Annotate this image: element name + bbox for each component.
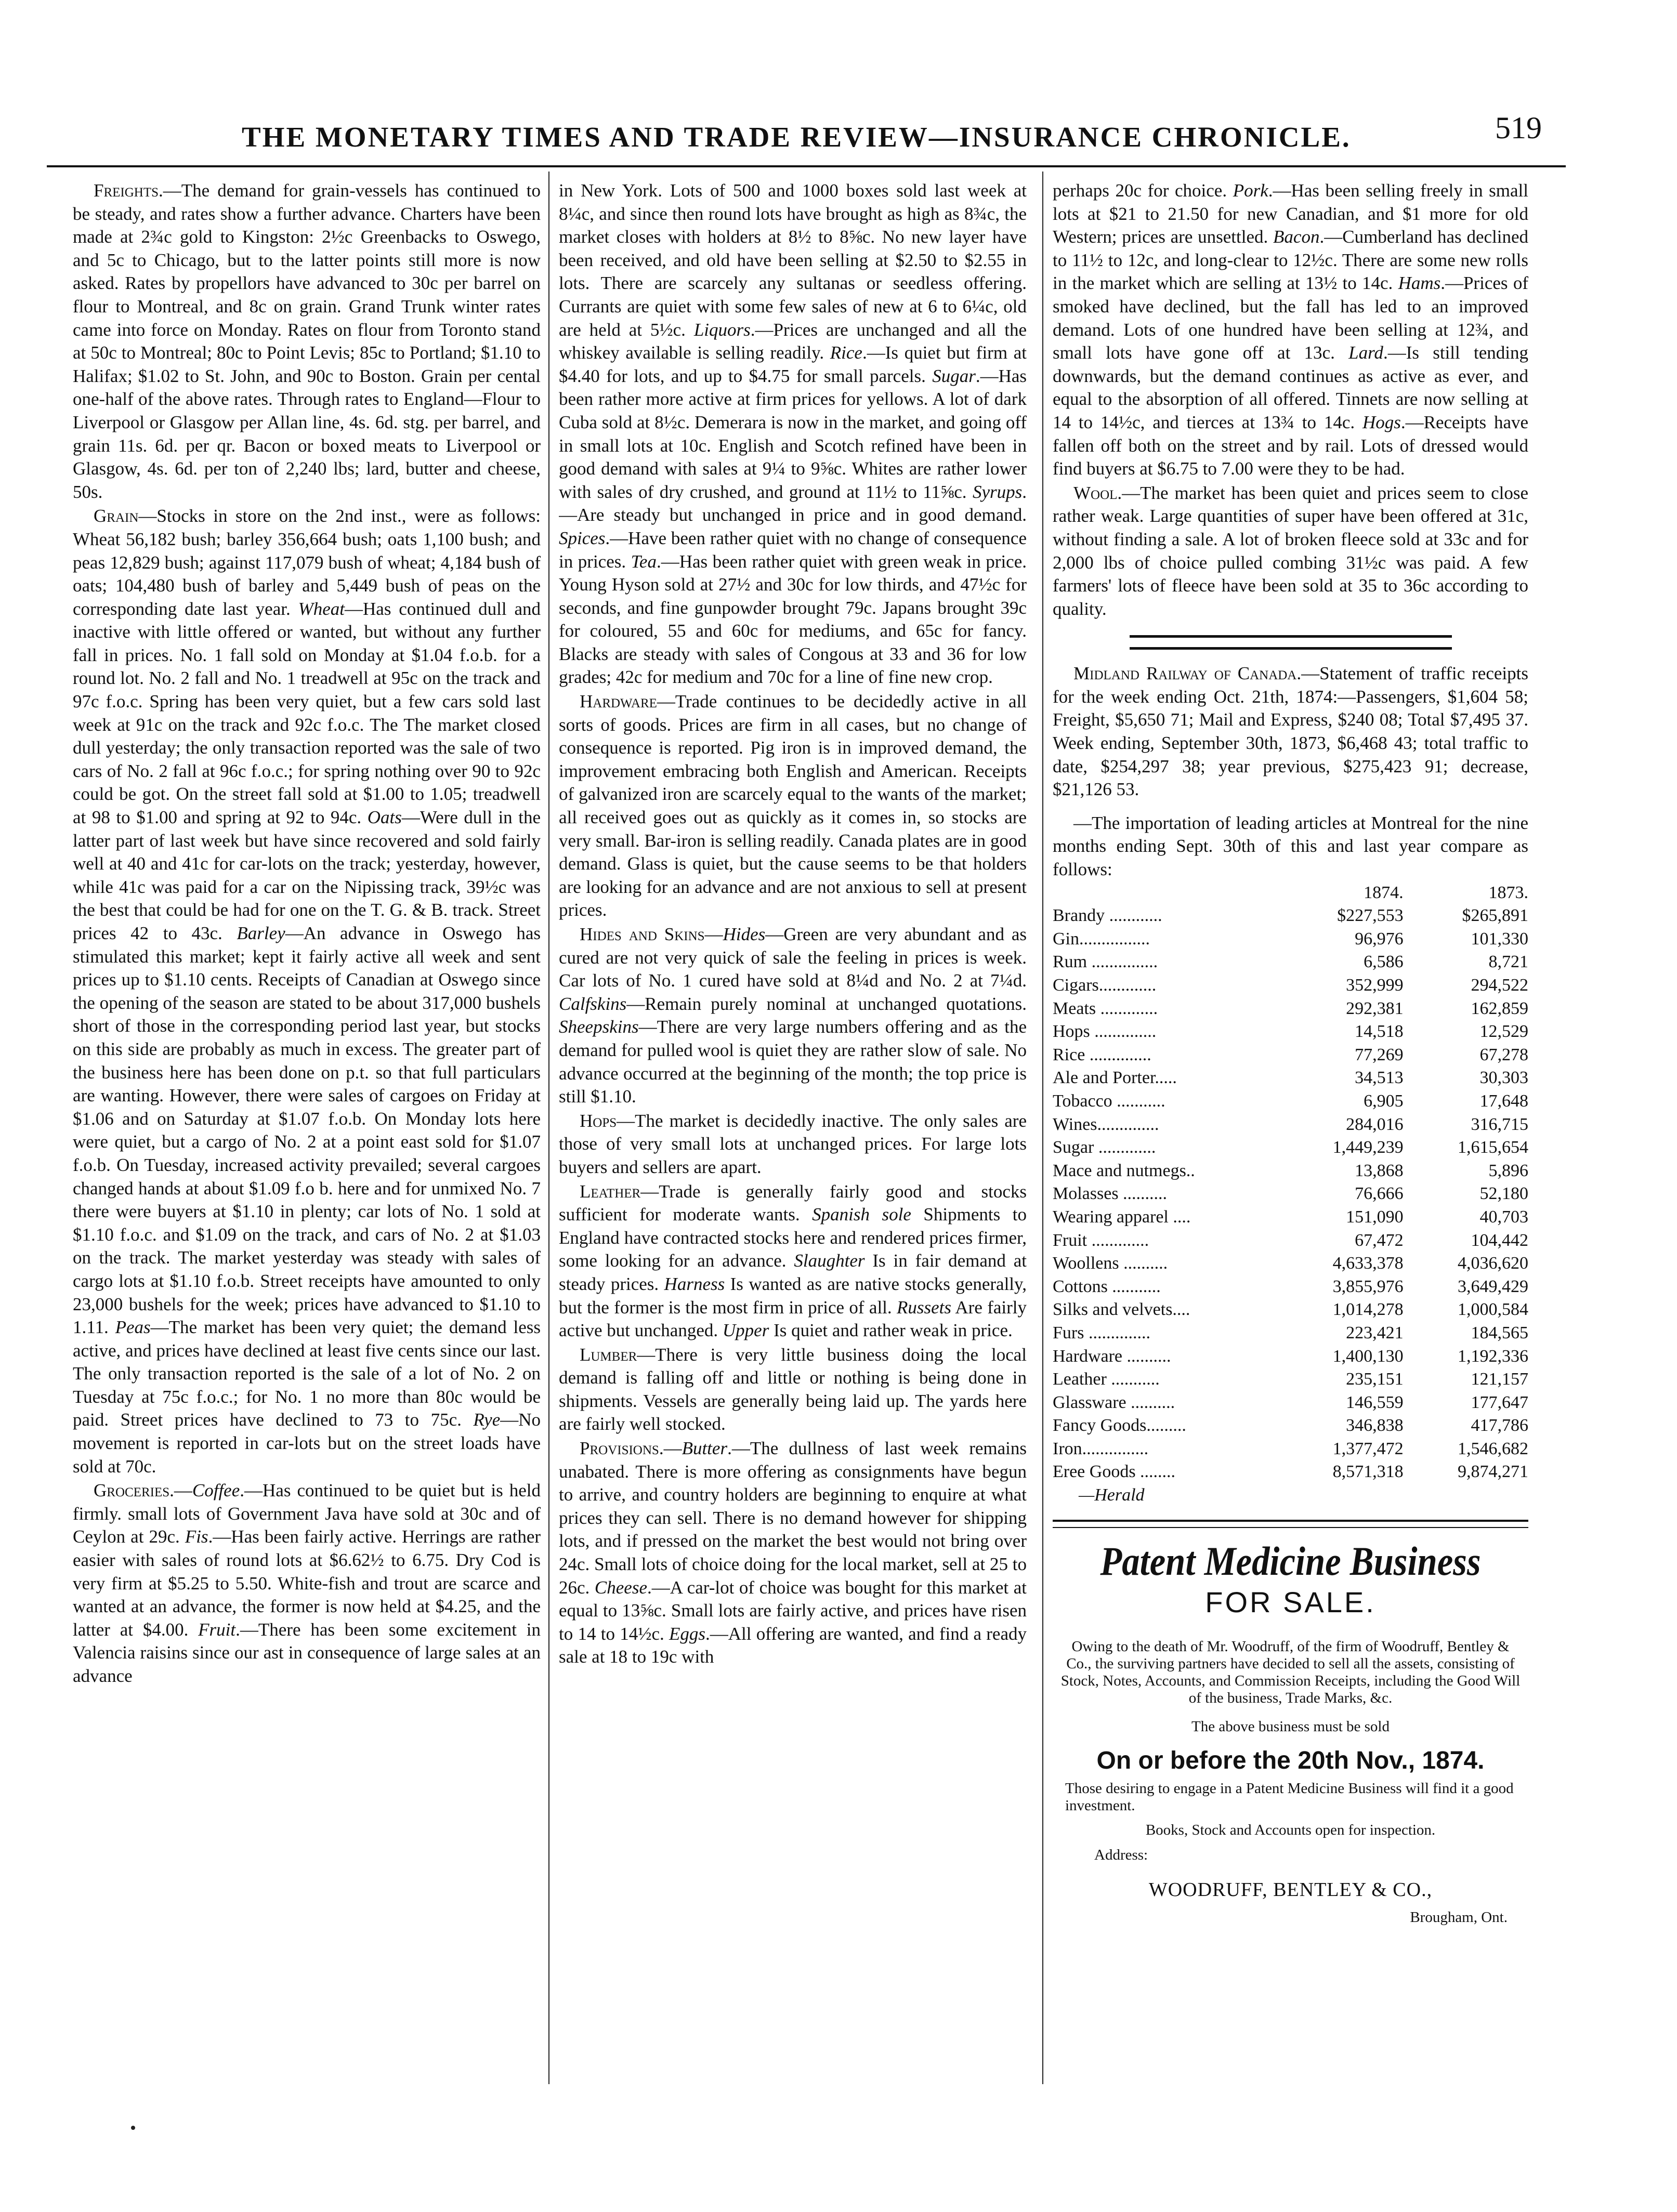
- table-row: [1053, 928, 1528, 951]
- subheading: Calfskins: [559, 993, 627, 1014]
- wool-paragraph: [1053, 482, 1528, 621]
- ad-title: Patent Medicine Business: [1100, 1538, 1481, 1584]
- section-heading: Grain: [94, 506, 139, 526]
- hops-paragraph: [559, 1110, 1027, 1179]
- import-value-1873: 316,715: [1471, 1114, 1528, 1134]
- table-row: [1053, 1113, 1528, 1137]
- imports-table: [1053, 881, 1528, 1484]
- import-item: Hops ..............: [1053, 1022, 1157, 1042]
- ink-mark: [131, 2126, 135, 2130]
- import-item: Glassware ..........: [1053, 1392, 1175, 1412]
- import-value-1874: 146,559: [1346, 1392, 1404, 1412]
- table-row: [1053, 1460, 1528, 1484]
- import-item: Meats .............: [1053, 998, 1158, 1018]
- paragraph-text: .—The market has been quiet and prices seem to close rather weak. Large quantities of super have been offered at 31c, without finding a sale. A lot of broken fleece sold at 33c and for 2,000 lbs of choice pulled combing 31½c was paid. A few farmers' lots of fleece have been sold at 35 to 36c according to quality.: [1053, 482, 1528, 619]
- import-value-1873: 8,721: [1488, 952, 1528, 972]
- column-3: [1053, 179, 1528, 2082]
- import-value-1874: 76,666: [1355, 1184, 1404, 1204]
- paragraph-text: .—Has been rather more active at firm prices for yellows. A lot of dark Cuba sold at 8½c. Demerara is now in the market, and going off in small lots at 10c. English and Scotch refined have been in good demand with sales at 9¼ to 9⅝c. Whites are rather lower with sales of dry crushed, and ground at 11½ to 11⅝c.: [559, 365, 1027, 502]
- midland-paragraph: [1053, 662, 1528, 801]
- subheading: Fruit: [198, 1619, 236, 1640]
- page-number: 519: [1495, 111, 1542, 145]
- import-value-1874: 96,976: [1355, 929, 1404, 949]
- ad-body: Owing to the death of Mr. Woodruff, of the firm of Woodruff, Bentley & Co., the surviving partners have decided to sell all the assets, consisting of Stock, Notes, Accounts, and Commission Receipts, including the Good Will of the business, Trade Marks, &c.: [1060, 1638, 1521, 1706]
- table-row: [1053, 904, 1528, 928]
- import-item: Fruit .............: [1053, 1230, 1149, 1250]
- import-item: Wearing apparel ....: [1053, 1207, 1191, 1227]
- column-header: 1874.: [1364, 883, 1404, 902]
- import-item: Rum ...............: [1053, 952, 1158, 972]
- import-value-1874: 1,377,472: [1332, 1439, 1404, 1458]
- subheading: Slaughter: [794, 1250, 865, 1271]
- import-value-1873: 17,648: [1479, 1091, 1528, 1111]
- subheading: Hides: [723, 924, 766, 944]
- import-value-1873: 294,522: [1471, 976, 1528, 995]
- import-item: Silks and velvets....: [1053, 1300, 1190, 1320]
- import-item: Cottons ...........: [1053, 1276, 1161, 1296]
- section-heading: Lumber: [580, 1344, 637, 1365]
- paragraph-text: perhaps 20c for choice.: [1053, 180, 1227, 201]
- paragraph-text: .—Has been rather quiet with green weak in price. Young Hyson sold at 27½ and 30c for low thirds, and 47½c for seconds, and fine gunpowder brought 79c. Japans brought 39c for coloured, 55 and 60c for mediums, and 65c for fancy. Blacks are steady with sales of Congous at 33 and 36 for low grades; 42c for medium and 70c for a line of fine new crop.: [559, 551, 1027, 688]
- paragraph-text: .—A car-lot of choice was bought for this market at equal to 13⅝c. Small lots are fairly active, and prices have risen to 14 to 14½c.: [559, 1577, 1027, 1644]
- import-value-1873: 101,330: [1471, 929, 1528, 949]
- subheading: Spices: [559, 528, 606, 548]
- import-value-1873: 104,442: [1471, 1230, 1528, 1250]
- hardware-paragraph: [559, 690, 1027, 922]
- table-row: [1053, 1391, 1528, 1415]
- import-value-1873: 30,303: [1479, 1068, 1528, 1088]
- subheading: Syrups: [972, 481, 1023, 502]
- import-value-1873: 9,874,271: [1458, 1462, 1528, 1482]
- ad-desire: Those desiring to engage in a Patent Medicine Business will find it a good investment.: [1065, 1780, 1514, 1814]
- table-row: [1053, 1229, 1528, 1253]
- paragraph-text: .—The dullness of last week remains unabated. There is more offering as consignments have begun to arrive, and country holders are beginning to enquire at what prices they can sell. There is no demand however for shipping lots, and if pressed on the market the best would not bring over 24c. Small lots of choice doing for the local market, sell at 25 to 26c.: [559, 1438, 1027, 1598]
- paragraph-text: —Green are very abundant and as cured are not very quick of sale the feeling in prices is week. Car lots of No. 1 cured have sold at 8¼d and No. 2 at 7¼d.: [559, 924, 1027, 991]
- subheading: Spanish sole: [812, 1204, 911, 1225]
- section-separator: [1130, 635, 1452, 650]
- section-heading: Wool: [1073, 482, 1118, 503]
- subheading: Peas: [115, 1317, 151, 1338]
- import-value-1873: 177,647: [1471, 1392, 1528, 1412]
- import-value-1874: 8,571,318: [1332, 1462, 1404, 1482]
- import-value-1873: 40,703: [1479, 1207, 1528, 1227]
- ad-address-label: Address:: [1094, 1847, 1148, 1864]
- table-row: [1053, 1182, 1528, 1206]
- section-heading: Hops: [580, 1110, 617, 1131]
- subheading: Hogs: [1362, 412, 1401, 432]
- paragraph-text: —There is very little business doing the local demand is falling off and little or nothing is being done in shipments. Vessels are generally being laid up. The yards here are fairly well stocked.: [559, 1344, 1027, 1434]
- table-row: [1053, 1345, 1528, 1368]
- column-2: [559, 179, 1027, 2082]
- import-value-1873: 3,649,429: [1458, 1276, 1528, 1296]
- table-row: [1053, 974, 1528, 997]
- paragraph-text: Is quiet and rather weak in price.: [769, 1320, 1013, 1341]
- section-heading: Leather: [580, 1181, 641, 1202]
- import-item: Hardware ..........: [1053, 1346, 1171, 1366]
- subheading: Oats: [367, 807, 402, 828]
- paragraph-text: .—Is quiet but firm at $4.40 for lots, and up to $4.75 for small parcels.: [559, 343, 1027, 386]
- groceries-paragraph: Groceries.—Coffee.—Has continued to be quiet but is held firmly. small lots of Government Java have sold at 30c and of Ceylon at 29c. Fis.—Has been fairly active. Herrings are rather easier with sales of round lots at $6.62½ to 6.75. Dry Cod is very firm at $5.25 to 5.50. White-fish and trout are scarce and wanted at an advance, the former is now held at $4.25, and the latter at $4.00. Fruit.—There has been some excitement in Valencia raisins since our ast in consequence of large sales at an advance: [73, 1480, 541, 1686]
- import-value-1874: 6,586: [1364, 952, 1404, 972]
- paragraph-text: —An advance in Oswego has stimulated this market; kept it fairly active all week and sent prices up to $1.10 cents. Receipts of Canadian at Oswego since the opening of the season are stated to be about 317,000 bushels short of those in the corresponding period last year, but stocks on this side are probably as much in excess. The greater part of the business here has been done on p.t. so that full particulars are wanting. However, there were sales of cargoes on Friday at $1.06 and on Saturday at $1.07 f.o.b. On Monday lots here were quiet, but a cargo of No. 2 at a point east sold for $1.07 f.o.b. On Tuesday, increased activity prevailed; several cargoes changed hands at about $1.09 f.o b. here and for unmixed No. 7 there were buyers at $1.10 in plenty; car lots of No. 1 sold at $1.10 f.o.c. and $1.09 on the track, and cars of No. 2 at $1.03 on the track. The market yesterday was steady with sales of cargo lots at $1.10 f.o.b. Street receipts have amounted to only 23,000 bushels for the week; prices have advanced to $1.10 to 1.11.: [73, 923, 541, 1338]
- table-row: [1053, 1322, 1528, 1345]
- import-item: Mace and nutmegs..: [1053, 1161, 1195, 1180]
- subheading: Upper: [722, 1320, 769, 1341]
- table-row: [1053, 1136, 1528, 1160]
- page-title: THE MONETARY TIMES AND TRADE REVIEW—INSURANCE CHRONICLE.: [242, 121, 1351, 153]
- table-row: [1053, 1206, 1528, 1229]
- import-value-1873: 67,278: [1479, 1045, 1528, 1064]
- subheading: Harness: [664, 1273, 725, 1294]
- table-row: [1053, 1066, 1528, 1090]
- import-value-1873: 162,859: [1471, 998, 1528, 1018]
- paragraph-text: .—Has been selling freely in small lots at $21 to 21.50 for new Canadian, and $1 more for old Western; prices are unsettled.: [1053, 180, 1528, 247]
- paragraph-text: Are fairly active but unchanged.: [559, 1297, 1027, 1341]
- section-heading: Freights: [94, 180, 159, 201]
- import-item: Molasses ..........: [1053, 1184, 1168, 1204]
- import-value-1874: 151,090: [1346, 1207, 1404, 1227]
- import-value-1874: 1,449,239: [1332, 1138, 1404, 1157]
- lumber-paragraph: [559, 1344, 1027, 1436]
- imports-intro: —The importation of leading articles at Montreal for the nine months ending Sept. 30th of this and last year compare as follows:: [1053, 812, 1528, 880]
- subheading: Lard: [1348, 343, 1383, 363]
- paragraph-text: —Trade continues to be decidedly active in all sorts of goods. Prices are firm in all cases, but no change of consequence is reported. Pig iron is in improved demand, the improvement embracing both English and American. Receipts of galvanized iron are scarcely equal to the wants of the market; all received goes out as quickly as it comes in, so stocks are very small. Bar-iron is selling readily. Canada plates are in good demand. Glass is quiet, but the cause seems to be that holders are looking for an advance and are not anxious to sell at present prices.: [559, 691, 1027, 920]
- subheading: Pork: [1233, 180, 1268, 201]
- ad-deadline: On or before the 20th Nov., 1874.: [1096, 1747, 1485, 1775]
- freights-paragraph: [73, 179, 541, 504]
- subheading: Eggs: [669, 1623, 705, 1644]
- import-item: Woollens ..........: [1053, 1254, 1168, 1273]
- paragraph-text: .—Is still tending downwards, but the demand continues as active as ever, and equal to the absorption of all offered. Tinnets are now selling at 14 to 14½c, and tierces at 13¾ to 14c.: [1053, 343, 1528, 432]
- paragraph-text: —The market has been very quiet; the demand less active, and prices have declined at least five cents since our last. The only transaction reported is the sale of a lot of No. 2 on Tuesday at 75c f.o.c.; for No. 1 no more than 80c would be paid. Street prices have declined to 73 to 75c.: [73, 1317, 541, 1430]
- import-value-1874: 13,868: [1355, 1161, 1404, 1180]
- import-value-1874: 1,014,278: [1332, 1300, 1404, 1320]
- paragraph-text: —Were dull in the latter part of last week but have since recovered and sold fairly well at 40 and 41c for car-lots on the track; yesterday, however, while 41c was paid for a car on the Nipissing track, 39½c was the best that could be had for one on the T. G. & B. track. Street prices 42 to 43c.: [73, 807, 541, 943]
- paragraph-text: Is wanted as are native stocks generally, but the former is the most firm in price of all.: [559, 1273, 1027, 1318]
- header-rule: [47, 165, 1566, 167]
- section-heading: Midland Railway of Canada: [1073, 663, 1297, 684]
- import-item: Eree Goods ........: [1053, 1462, 1176, 1482]
- table-row: [1053, 1275, 1528, 1299]
- import-item: Furs ..............: [1053, 1323, 1150, 1342]
- paragraph-text: .—There has been some excitement in Valencia raisins since our ast in consequence of large sales at an advance: [73, 1619, 541, 1686]
- import-value-1874: 235,151: [1346, 1370, 1404, 1389]
- import-value-1873: 4,036,620: [1458, 1254, 1528, 1273]
- import-item: Iron...............: [1053, 1439, 1149, 1458]
- table-row: [1053, 997, 1528, 1021]
- import-value-1874: 67,472: [1355, 1230, 1404, 1250]
- import-item: Ale and Porter.....: [1053, 1068, 1177, 1088]
- column-divider: [1042, 172, 1043, 2084]
- table-row: [1053, 1252, 1528, 1275]
- ad-books: Books, Stock and Accounts open for inspection.: [1145, 1821, 1436, 1838]
- leather-paragraph: [559, 1180, 1027, 1342]
- import-value-1874: 284,016: [1346, 1114, 1404, 1134]
- import-value-1874: 346,838: [1346, 1416, 1404, 1436]
- import-item: Leather ...........: [1053, 1370, 1160, 1389]
- import-value-1873: $265,891: [1462, 906, 1528, 926]
- subheading: Barley: [237, 923, 285, 943]
- table-header-row: [1053, 881, 1528, 905]
- table-row: [1053, 1044, 1528, 1067]
- import-value-1874: 77,269: [1355, 1045, 1404, 1064]
- hides-paragraph: Hides and Skins—Hides—Green are very abundant and as cured are not very quick of sale the feeling in prices is week. Car lots of No. 1 cured have sold at 8¼d and No. 2 at 7¼d. Calfskins—Remain purely nominal at unchanged quotations. Sheepskins—There are very large numbers offering and as the demand for pulled wool is quiet they are rather slow of sale. No advance occurred at the beginning of the month; the top price is still $1.10.: [559, 924, 1027, 1107]
- subheading: Cheese: [594, 1577, 647, 1598]
- paragraph-text: .—Prices are unchanged and all the whiskey available is selling readily.: [559, 319, 1027, 363]
- import-value-1874: 4,633,378: [1332, 1254, 1404, 1273]
- ad-must-sell: The above business must be sold: [1191, 1718, 1390, 1735]
- ad-firm-name: WOODRUFF, BENTLEY & CO.,: [1148, 1879, 1433, 1901]
- import-value-1873: 52,180: [1479, 1184, 1528, 1204]
- import-value-1874: 352,999: [1346, 976, 1404, 995]
- paragraph-text: —The market is decidedly inactive. The only sales are those of very small lots at unchanged prices. For large lots buyers and sellers are apart.: [559, 1110, 1027, 1177]
- subheading: Tea: [631, 551, 657, 572]
- table-row: [1053, 1368, 1528, 1391]
- import-value-1874: 34,513: [1355, 1068, 1404, 1088]
- paragraph-text: .—Cumberland has declined to 11½ to 12c, and long-clear to 12½c. There are some new rolls in the market which are selling at 13½ to 14c.: [1053, 227, 1528, 294]
- advertisement: [1053, 1538, 1528, 1929]
- paragraph-text: .—Are steady but unchanged in price and in good demand.: [559, 481, 1027, 525]
- table-source: —Herald: [1079, 1485, 1145, 1505]
- subheading: Liquors: [693, 319, 751, 340]
- subheading: Coffee: [192, 1480, 240, 1501]
- table-row: [1053, 951, 1528, 974]
- import-value-1873: 121,157: [1471, 1370, 1528, 1389]
- subheading: Hams: [1398, 273, 1441, 294]
- table-row: [1053, 1414, 1528, 1438]
- ad-place: Brougham, Ont.: [1410, 1908, 1508, 1926]
- section-heading: Hardware: [580, 691, 657, 712]
- import-item: Tobacco ...........: [1053, 1091, 1165, 1111]
- import-value-1874: 6,905: [1364, 1091, 1404, 1111]
- paragraph-text: —Remain purely nominal at unchanged quotations.: [626, 993, 1027, 1014]
- import-item: Sugar .............: [1053, 1138, 1156, 1157]
- import-value-1874: 292,381: [1346, 998, 1404, 1018]
- subheading: Fis: [185, 1526, 208, 1547]
- paragraph-text: Shipments to England have contracted stocks here and rendered prices firmer, some looking for an advance.: [559, 1204, 1027, 1271]
- import-value-1873: 1,000,584: [1458, 1300, 1528, 1320]
- import-value-1873: 1,546,682: [1458, 1439, 1528, 1458]
- column-1: [73, 179, 541, 2082]
- paragraph-text: Is in fair demand at steady prices.: [559, 1250, 1027, 1294]
- paragraph-text: .—Receipts have fallen off both on the street and by rail. Lots of dressed would find buyers at $6.75 to 7.00 were they to be had.: [1053, 412, 1528, 479]
- paragraph-text: —Has continued dull and inactive with little offered or wanted, but without any further fall in prices. No. 1 fall sold on Monday at $1.04 f.o.b. for a round lot. No. 2 fall and No. 1 treadwell at 95c on the track and 97c f.o.c. Spring has been very quiet, but a few cars sold last week at 91c on the track and 92c f.o.c. The The market closed dull yesterday; the only transaction reported was the sale of two cars of No. 2 fall at 96c f.o.c.; for spring nothing over 90 to 92c could be got. On the street fall sold at $1.00 to 1.05; treadwell at 98 to $1.00 and spring at 92 to 94c.: [73, 598, 541, 828]
- subheading: Bacon: [1273, 227, 1320, 247]
- paragraph-text: .—All offering are wanted, and find a ready sale at 18 to 19c with: [559, 1623, 1027, 1667]
- import-item: Rice ..............: [1053, 1045, 1151, 1064]
- import-item: Wines..............: [1053, 1114, 1159, 1134]
- paragraph-text: .—Statement of traffic receipts for the week ending Oct. 21th, 1874:—Passengers, $1,604 58; Freight, $5,650 71; Mail and Express, $240 08; Total $7,495 37. Week ending, September 30th, 1873, $6,468 43; total traffic to date, $254,297 38; year previous, $275,423 91; decrease, $21,126 53.: [1053, 663, 1528, 800]
- paragraph-text: .—Prices of smoked have declined, but the fall has led to an improved demand. Lots of one hundred have been selling at 12¾, and small lots have gone off at 13c.: [1053, 273, 1528, 363]
- paragraph-text: .—The demand for grain-vessels has continued to be steady, and rates show a further advance. Charters have been made at 2¾c gold to Kingston: 2½c Greenbacks to Oswego, and 5c to Chicago, but to the latter points still more is now asked. Rates by propellors have advanced to 30c per barrel on flour to Montreal, and 8c on grain. Grand Trunk winter rates came into force on Monday. Rates on flour from Toronto stand at 50c to Montreal; 80c to Point Levis; 85c to Portland; $1.10 to Halifax; $1.02 to St. John, and 90c to Boston. Grain per cental one-half of the above rates. Through rates to England—Flour to Liverpool or Glasgow per Allan line, 4s. 6d. stg. per barrel, and grain 11s. 6d. per qr. Bacon or boxed meats to Liverpool or Glasgow, 4s. 6d. per ton of 2,240 lbs; lard, butter and cheese, 50s.: [73, 180, 541, 502]
- subheading: Wheat: [298, 598, 345, 619]
- import-item: Brandy ............: [1053, 906, 1162, 926]
- table-row: [1053, 1438, 1528, 1461]
- provisions-continued: [1053, 179, 1528, 481]
- column-header: 1873.: [1488, 883, 1528, 902]
- section-heading: Hides and Skins: [580, 924, 705, 944]
- table-row: [1053, 1090, 1528, 1113]
- import-item: Fancy Goods.........: [1053, 1416, 1186, 1436]
- paragraph-text: .—Has continued to be quiet but is held firmly. small lots of Government Java have sold at 30c and of Ceylon at 29c.: [73, 1480, 541, 1547]
- subheading: Russets: [896, 1297, 951, 1318]
- import-value-1874: 14,518: [1355, 1022, 1404, 1042]
- grain-paragraph: [73, 505, 541, 1478]
- import-value-1873: 1,615,654: [1458, 1138, 1528, 1157]
- groceries-continued: [559, 179, 1027, 689]
- paragraph-text: —No movement is reported in car-lots but on the street loads have sold at 70c.: [73, 1410, 541, 1477]
- table-row: [1053, 1298, 1528, 1322]
- import-value-1873: 184,565: [1471, 1323, 1528, 1342]
- paragraph-text: —There are very large numbers offering and as the demand for pulled wool is quiet they are rather slow of sale. No advance occurred at the beginning of the month; the top price is still $1.10.: [559, 1017, 1027, 1107]
- import-value-1874: 3,855,976: [1332, 1276, 1404, 1296]
- import-value-1873: 417,786: [1471, 1416, 1528, 1436]
- paragraph-text: .—Has been fairly active. Herrings are rather easier with sales of round lots at $6.62½ to 6.75. Dry Cod is very firm at $5.25 to 5.50. White-fish and trout are scarce and wanted at an advance, the former is now held at $4.25, and the latter at $4.00.: [73, 1526, 541, 1640]
- page-header: [0, 0, 1677, 166]
- section-separator: [1053, 1520, 1528, 1528]
- section-heading: Provisions: [580, 1438, 659, 1459]
- column-divider: [548, 172, 549, 2084]
- import-item: Cigars.............: [1053, 976, 1157, 995]
- import-value-1873: 1,192,336: [1458, 1346, 1528, 1366]
- table-row: [1053, 1020, 1528, 1044]
- subheading: Rye: [473, 1410, 501, 1430]
- paragraph-text: —Stocks in store on the 2nd inst., were as follows: Wheat 56,182 bush; barley 356,664 bush; oats 1,100 bush; and peas 12,829 bush; against 117,079 bush of wheat; 4,184 bush of oats; 104,480 bush of barley and 5,449 bush of peas on the corresponding date last year.: [73, 506, 541, 619]
- subheading: Sugar: [932, 365, 976, 386]
- paragraph-text: —Trade is generally fairly good and stocks sufficient for moderate wants.: [559, 1181, 1027, 1225]
- import-item: Gin................: [1053, 929, 1150, 949]
- import-value-1874: 223,421: [1346, 1323, 1404, 1342]
- section-heading: Groceries: [94, 1480, 170, 1501]
- subheading: Sheepskins: [559, 1017, 639, 1037]
- subheading: Butter: [682, 1438, 728, 1459]
- import-value-1874: $227,553: [1337, 906, 1404, 926]
- paragraph-text: .—Have been rather quiet with no change of consequence in prices.: [559, 528, 1027, 572]
- import-value-1874: 1,400,130: [1332, 1346, 1404, 1366]
- paragraph-text: in New York. Lots of 500 and 1000 boxes sold last week at 8¼c, and since then round lots have brought as high as 8¾c, the market closes with holders at 8½ to 8⅝c. No new layer have been received, and old have been selling at $2.50 to $2.55 in lots. There are scarcely any sultanas or seedless offering. Currants are quiet with some few sales of new at 6 to 6¼c, old are held at 5½c.: [559, 180, 1027, 340]
- provisions-paragraph: Provisions.—Butter.—The dullness of last week remains unabated. There is more offering as consignments have begun to arrive, and country holders are beginning to enquire at what prices they can sell. There is no demand however for shipping lots, and if pressed on the market the best would not bring over 24c. Small lots of choice doing for the local market, sell at 25 to 26c. Cheese.—A car-lot of choice was bought for this market at equal to 13⅝c. Small lots are fairly active, and prices have risen to 14 to 14½c. Eggs.—All offering are wanted, and find a ready sale at 18 to 19c with: [559, 1438, 1027, 1667]
- import-value-1873: 5,896: [1488, 1161, 1528, 1180]
- import-value-1873: 12,529: [1479, 1022, 1528, 1042]
- table-row: [1053, 1160, 1528, 1183]
- ad-subtitle: FOR SALE.: [1205, 1585, 1376, 1618]
- subheading: Rice: [830, 343, 862, 363]
